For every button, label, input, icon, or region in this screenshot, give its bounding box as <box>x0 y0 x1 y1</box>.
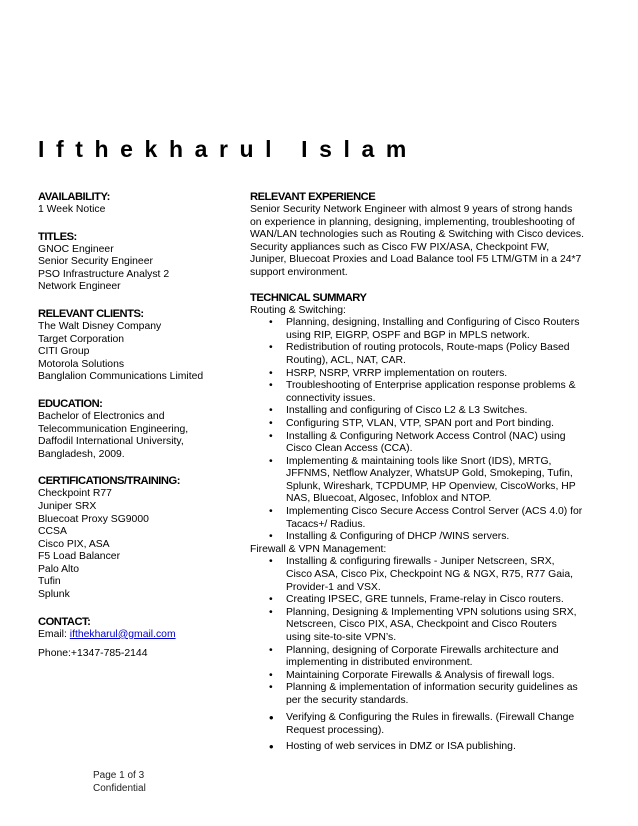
list-item: • Installing & Configuring of DHCP /WINS servers. <box>286 531 618 544</box>
routing-label: Routing & Switching: <box>250 304 346 316</box>
experience-line: WAN/LAN technologies such as Routing & Switching with Cisco devices. <box>250 229 584 241</box>
client-line: The Walt Disney Company <box>38 320 162 332</box>
list-item: • Planning, Designing & Implementing VPN solutions using SRX, Netscreen, Cisco PIX, ASA, Checkpoint and Cisco Routers using site-to-site VPN’s. <box>286 607 618 645</box>
list-item: • Implementing Cisco Secure Access Control Server (ACS 4.0) for Tacacs+/ Radius. <box>286 506 618 531</box>
certification-line: Palo Alto <box>38 563 80 575</box>
certification-line: Juniper SRX <box>38 500 97 512</box>
contact-heading: CONTACT: <box>38 615 91 628</box>
contact-email-row <box>38 629 243 642</box>
title-line: GNOC Engineer <box>38 243 114 255</box>
candidate-name: Ifthekharul Islam <box>38 136 418 162</box>
firewall-label: Firewall & VPN Management: <box>250 543 387 555</box>
list-item: • Hosting of web services in DMZ or ISA publishing. <box>286 740 618 753</box>
client-line: Banglalion Communications Limited <box>38 371 204 383</box>
routing-list <box>250 317 618 544</box>
list-item: • Verifying & Configuring the Rules in firewalls. (Firewall Change Request processing). <box>286 711 618 738</box>
client-line: CITI Group <box>38 346 90 358</box>
contact-phone: Phone:+1347-785-2144 <box>38 648 148 660</box>
list-item: • Installing & Configuring Network Access Control (NAC) using Cisco Clean Access (CCA). <box>286 431 618 456</box>
education-line: Daffodil International University, <box>38 436 184 448</box>
firewall-list <box>250 556 618 753</box>
left-column <box>38 190 243 661</box>
list-item: • Planning, designing, Installing and Configuring of Cisco Routers using RIP, EIGRP, OSPF and BGP in MPLS network. <box>286 317 618 342</box>
title-line: Senior Security Engineer <box>38 256 153 268</box>
certification-line: Tufin <box>38 576 61 588</box>
list-item: • Maintaining Corporate Firewalls & Analysis of firewall logs. <box>286 670 618 683</box>
titles-heading: TITLES: <box>38 230 77 243</box>
list-item: • Implementing & maintaining tools like Snort (IDS), MRTG, JFFNMS, Netflow Analyzer, WhatsUP Gold, Smokeping, Tufin, Splunk, Wireshark, TCPDUMP, HP Openview, CiscoWorks, HP NAS, Bluecoat, Algosec, Infoblox and NTOP. <box>286 456 618 506</box>
client-line: Target Corporation <box>38 333 125 345</box>
list-item: • HSRP, NSRP, VRRP implementation on routers. <box>286 368 618 381</box>
right-column <box>250 190 618 754</box>
page-number: Page 1 of 3 <box>93 770 145 781</box>
title-line: PSO Infrastructure Analyst 2 <box>38 268 170 280</box>
availability-heading: AVAILABILITY: <box>38 191 110 203</box>
list-item: • Planning, designing of Corporate Firewalls architecture and implementing in distributed environment. <box>286 645 618 670</box>
list-item: • Planning & implementation of information security guidelines as per the security standards. <box>286 682 618 707</box>
experience-line: Juniper, Bluecoat Proxies and Load Balance tool F5 LTM/GTM in a 24*7 <box>250 254 582 266</box>
certification-line: Splunk <box>38 589 70 601</box>
technical-heading: TECHNICAL SUMMARY <box>250 291 367 304</box>
list-item: • Creating IPSEC, GRE tunnels, Frame-relay in Cisco routers. <box>286 594 618 607</box>
certification-line: F5 Load Balancer <box>38 551 121 563</box>
confidential-label: Confidential <box>93 782 146 794</box>
certification-line: Checkpoint R77 <box>38 488 112 500</box>
page-footer <box>93 770 146 795</box>
certifications-heading: CERTIFICATIONS/TRAINING: <box>38 475 180 488</box>
title-line: Network Engineer <box>38 281 121 293</box>
experience-line: support environment. <box>250 266 348 278</box>
experience-line: on experience in planning, designing, implementing, troubleshooting of <box>250 216 575 228</box>
experience-heading: RELEVANT EXPERIENCE <box>250 191 376 203</box>
list-item: • Configuring STP, VLAN, VTP, SPAN port and Port binding. <box>286 418 618 431</box>
certification-line: Bluecoat Proxy SG9000 <box>38 513 149 525</box>
experience-line: Senior Security Network Engineer with almost 9 years of strong hands <box>250 204 573 215</box>
clients-heading: RELEVANT CLIENTS: <box>38 307 144 320</box>
education-line: Bangladesh, 2009. <box>38 448 125 460</box>
education-line: Telecommunication Engineering, <box>38 423 189 435</box>
experience-line: Security appliances such as Cisco FW PIX/ASA, Checkpoint FW, <box>250 241 550 253</box>
certification-line: Cisco PIX, ASA <box>38 538 110 550</box>
email-link[interactable]: ifthekharul@gmail.com <box>69 628 176 640</box>
education-line: Bachelor of Electronics and <box>38 410 165 422</box>
list-item: • Installing & configuring firewalls - Juniper Netscreen, SRX, Cisco ASA, Cisco Pix, Checkpoint NG & NGX, R75, R77 Gaia, Provider-1 and VSX. <box>286 556 618 594</box>
client-line: Motorola Solutions <box>38 358 125 370</box>
availability-line: 1 Week Notice <box>38 204 106 215</box>
list-item: • Troubleshooting of Enterprise application response problems & connectivity issues. <box>286 380 618 405</box>
certification-line: CCSA <box>38 526 67 538</box>
email-label: Email: <box>38 628 67 640</box>
list-item: • Installing and configuring of Cisco L2 & L3 Switches. <box>286 405 618 418</box>
education-heading: EDUCATION: <box>38 397 103 410</box>
list-item: • Redistribution of routing protocols, Route-maps (Policy Based Routing), ACL, NAT, CAR. <box>286 342 618 367</box>
